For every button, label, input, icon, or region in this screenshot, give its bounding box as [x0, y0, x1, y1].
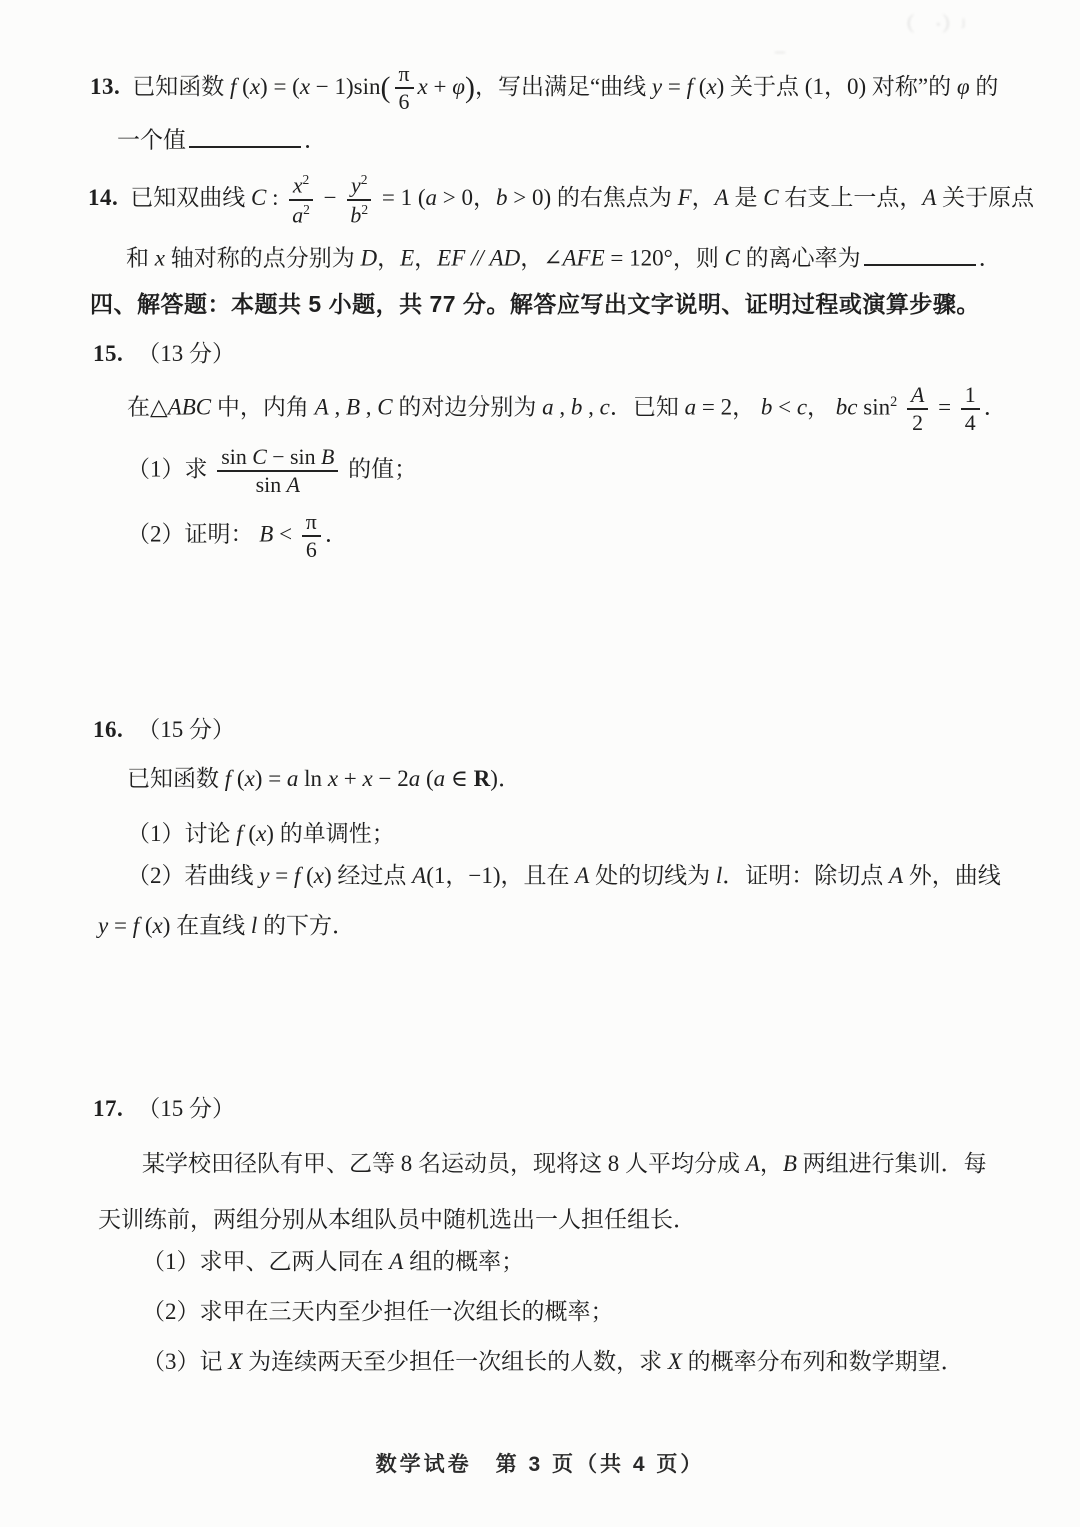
- scan-artifact: （ ·）ʲ: [895, 14, 965, 36]
- question-17-part-2: （2）求甲在三天内至少担任一次组长的概率；: [142, 1299, 614, 1324]
- question-15-part-1: （1）求 $\frac{\text{sin C − sin B}}{\text{sin A}}$ 的值；: [127, 445, 418, 498]
- question-16-part-2-line-2: y = f (x) 在直线 l 的下方．: [98, 913, 356, 938]
- question-15-heading: [93, 340, 235, 369]
- question-17-body-line-2: 天训练前，两组分别从本组队员中随机选出一人担任组长．: [98, 1207, 696, 1232]
- section-4-heading: 四、解答题：本题共 5 小题，共 77 分。解答应写出文字说明、证明过程或演算步骤。: [90, 291, 980, 317]
- question-13-number: 13.: [90, 73, 121, 99]
- question-17-body-line-1: 某学校田径队有甲、乙等 8 名运动员，现将这 8 人平均分成 A，B 两组进行集训．每: [142, 1151, 987, 1176]
- question-15-points: （13 分）: [137, 341, 235, 366]
- question-16-part-2-line-1: （2）若曲线 y = f (x) 经过点 A(1，−1)，且在 A 处的切线为 l．证明：除切点 A 外，曲线: [127, 863, 1001, 888]
- scan-artifact: –: [775, 40, 825, 62]
- question-16-number: 16.: [93, 717, 124, 742]
- question-17-part-1: （1）求甲、乙两人同在 A 组的概率；: [142, 1249, 525, 1274]
- page-footer: 数学试卷 第 3 页（共 4 页）: [375, 1453, 705, 1476]
- question-15-number: 15.: [93, 341, 124, 366]
- question-16-points: （15 分）: [137, 717, 235, 742]
- question-17-heading: [93, 1095, 235, 1124]
- question-14-text: 已知双曲线 C : $\frac{x^2}{a^2}$ − $\frac{y^2}{b^2}$ = 1 (a > 0，b > 0) 的右焦点为 F，A 是 C 右支上一点，A 关于原点: [130, 172, 1035, 228]
- question-16-heading: [93, 716, 235, 745]
- question-13-line-2: 一个值 ．: [117, 127, 327, 153]
- question-17-part-3: （3）记 X 为连续两天至少担任一次组长的人数，求 X 的概率分布列和数学期望．: [142, 1349, 964, 1374]
- question-15-part-2: （2）证明： B < $\frac{\pi}{6}$ ．: [127, 510, 348, 563]
- question-16-part-1: （1）讨论 f (x) 的单调性；: [127, 821, 395, 846]
- question-13-line-1: [90, 62, 998, 115]
- question-17-number: 17.: [93, 1096, 124, 1121]
- question-15-body: 在△ABC 中，内角 A , B , C 的对边分别为 a , b , c．已知 a = 2， b < c， bc $\sin^2$ $\frac{A}{2}$ = $\frac{1}{4}$ ．: [127, 383, 1007, 436]
- question-14-line-1: [88, 172, 1034, 227]
- question-14-line-2: 和 x 轴对称的点分别为 D，E，EF // AD，∠AFE = 120°，则 C 的离心率为 ．: [126, 245, 1002, 271]
- question-16-body: 已知函数 f (x) = a ln x + x − 2a (a ∈ R)．: [127, 766, 521, 791]
- question-13-text: 已知函数 f (x) = (x − 1)sin( $\frac{\pi}{6}$ x + φ)，写出满足“曲线 y = f (x) 关于点 (1，0) 对称”的 φ 的: [132, 62, 999, 115]
- question-14-number: 14.: [88, 185, 119, 211]
- question-17-points: （15 分）: [137, 1096, 235, 1121]
